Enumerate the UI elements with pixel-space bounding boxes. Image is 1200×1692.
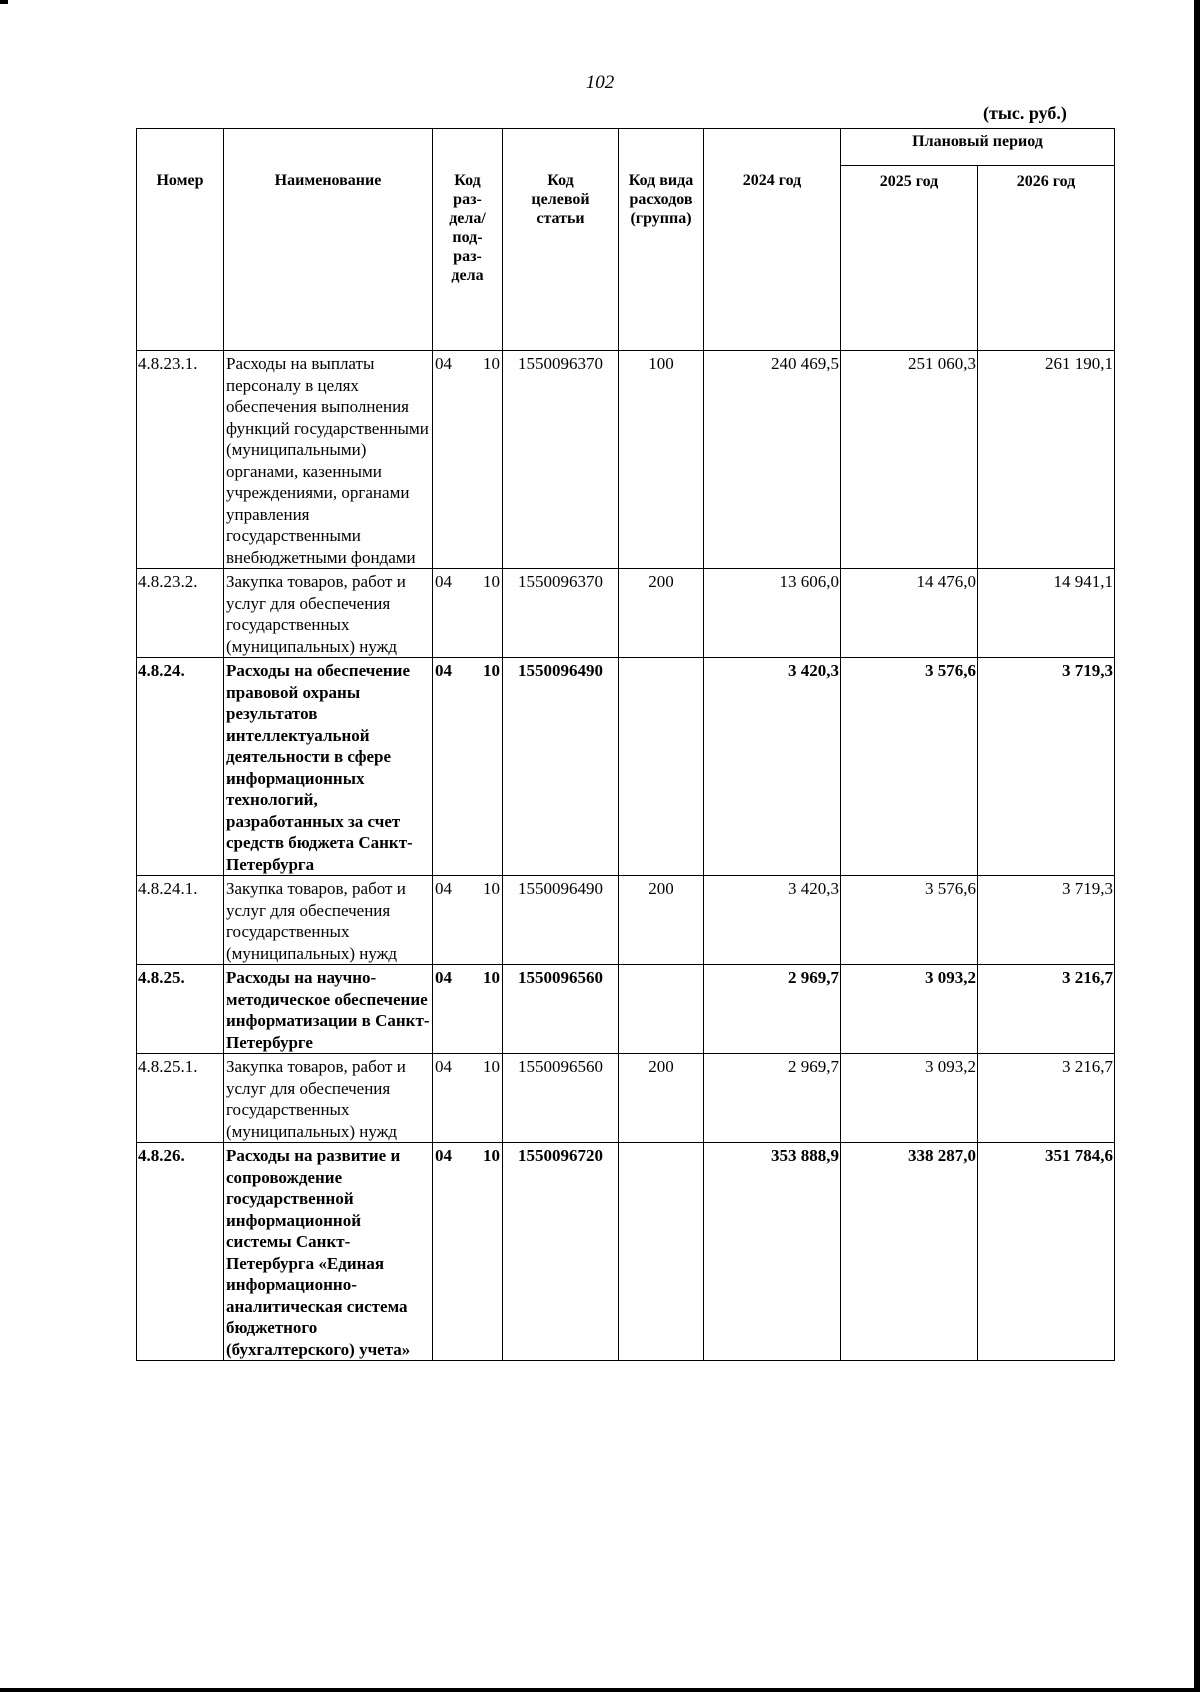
row-number: 4.8.24.1.: [137, 876, 224, 965]
row-amount-2025: 3 093,2: [841, 1054, 978, 1143]
header-name: Наименование: [224, 129, 433, 351]
row-section: 04: [435, 661, 452, 680]
row-amount-2025: 3 576,6: [841, 658, 978, 876]
table-row: [137, 1054, 1115, 1143]
header-year-2025: 2025 год: [841, 166, 978, 351]
row-section: 04: [435, 968, 452, 987]
row-amount-2026: 351 784,6: [978, 1143, 1115, 1361]
scan-corner-mark: [0, 0, 8, 4]
row-name: Закупка товаров, работ и услуг для обеспечения государственных (муниципальных) нужд: [224, 569, 433, 658]
row-section-code: [433, 351, 503, 569]
row-number: 4.8.23.1.: [137, 351, 224, 569]
row-target-code: 1550096370: [503, 351, 619, 569]
row-target-code: 1550096370: [503, 569, 619, 658]
row-subsection: 10: [483, 1057, 500, 1076]
row-amount-2024: 13 606,0: [704, 569, 841, 658]
row-amount-2024: 3 420,3: [704, 658, 841, 876]
row-name: Расходы на научно-методическое обеспечение информатизации в Санкт-Петербурге: [224, 965, 433, 1054]
row-section: 04: [435, 1057, 452, 1076]
row-expense-group: 200: [619, 1054, 704, 1143]
row-expense-group: 100: [619, 351, 704, 569]
row-amount-2026: 261 190,1: [978, 351, 1115, 569]
units-note: (тыс. руб.): [983, 103, 1067, 123]
row-expense-group: [619, 658, 704, 876]
row-section-code: [433, 1143, 503, 1361]
table-row: [137, 876, 1115, 965]
scan-edge-right: [1194, 0, 1200, 1692]
header-number: Номер: [137, 129, 224, 351]
row-expense-group: 200: [619, 876, 704, 965]
row-subsection: 10: [483, 661, 500, 680]
row-subsection: 10: [483, 354, 500, 373]
row-amount-2026: 3 719,3: [978, 876, 1115, 965]
table-row: [137, 569, 1115, 658]
table-row: [137, 1143, 1115, 1361]
table-row: [137, 658, 1115, 876]
row-name: Закупка товаров, работ и услуг для обеспечения государственных (муниципальных) нужд: [224, 876, 433, 965]
row-amount-2025: 14 476,0: [841, 569, 978, 658]
row-expense-group: [619, 1143, 704, 1361]
row-name: Закупка товаров, работ и услуг для обеспечения государственных (муниципальных) нужд: [224, 1054, 433, 1143]
header-section-code-text: Код раз-дела/ под-раз-дела: [449, 172, 486, 284]
row-subsection: 10: [483, 968, 500, 987]
row-amount-2024: 2 969,7: [704, 965, 841, 1054]
scan-edge-bottom: [0, 1688, 1200, 1692]
row-section-code: [433, 569, 503, 658]
row-number: 4.8.23.2.: [137, 569, 224, 658]
row-amount-2026: 3 216,7: [978, 965, 1115, 1054]
row-target-code: 1550096720: [503, 1143, 619, 1361]
row-target-code: 1550096490: [503, 876, 619, 965]
table-row: [137, 965, 1115, 1054]
row-amount-2024: 240 469,5: [704, 351, 841, 569]
page-number: 102: [585, 72, 615, 93]
row-amount-2024: 3 420,3: [704, 876, 841, 965]
row-number: 4.8.25.1.: [137, 1054, 224, 1143]
row-name: Расходы на выплаты персоналу в целях обеспечения выполнения функций государственными (муниципальными) органами, казенными учреждениями, органами управления государственными внебюджетными фондами: [224, 351, 433, 569]
row-target-code: 1550096490: [503, 658, 619, 876]
row-amount-2025: 3 576,6: [841, 876, 978, 965]
row-section-code: [433, 658, 503, 876]
row-section-code: [433, 1054, 503, 1143]
row-section: 04: [435, 879, 452, 898]
row-amount-2026: 14 941,1: [978, 569, 1115, 658]
budget-table: [136, 128, 1115, 1361]
row-amount-2024: 353 888,9: [704, 1143, 841, 1361]
row-subsection: 10: [483, 572, 500, 591]
row-expense-group: 200: [619, 569, 704, 658]
table-body: [137, 351, 1115, 1361]
row-subsection: 10: [483, 879, 500, 898]
header-planned-period: Плановый период: [841, 129, 1115, 166]
row-target-code: 1550096560: [503, 965, 619, 1054]
header-year-2024: 2024 год: [704, 129, 841, 351]
header-section-code: [433, 129, 503, 351]
row-subsection: 10: [483, 1146, 500, 1165]
header-year-2026: 2026 год: [978, 166, 1115, 351]
row-number: 4.8.24.: [137, 658, 224, 876]
row-target-code: 1550096560: [503, 1054, 619, 1143]
header-expense-group: Код вида расходов (группа): [619, 129, 704, 351]
row-amount-2025: 338 287,0: [841, 1143, 978, 1361]
row-amount-2025: 251 060,3: [841, 351, 978, 569]
row-amount-2026: 3 216,7: [978, 1054, 1115, 1143]
row-number: 4.8.25.: [137, 965, 224, 1054]
row-amount-2024: 2 969,7: [704, 1054, 841, 1143]
row-name: Расходы на развитие и сопровождение государственной информационной системы Санкт-Петербурга «Единая информационно-аналитическая система бюджетного (бухгалтерского) учета»: [224, 1143, 433, 1361]
row-section: 04: [435, 1146, 452, 1165]
row-section-code: [433, 965, 503, 1054]
row-amount-2025: 3 093,2: [841, 965, 978, 1054]
header-target-code: [503, 129, 619, 351]
row-section-code: [433, 876, 503, 965]
table-row: [137, 351, 1115, 569]
row-expense-group: [619, 965, 704, 1054]
row-number: 4.8.26.: [137, 1143, 224, 1361]
header-row: [137, 129, 1115, 166]
row-section: 04: [435, 354, 452, 373]
row-amount-2026: 3 719,3: [978, 658, 1115, 876]
row-section: 04: [435, 572, 452, 591]
header-target-code-text: Код целевой статьи: [531, 172, 590, 227]
row-name: Расходы на обеспечение правовой охраны результатов интеллектуальной деятельности в сфере информационных технологий, разработанных за счет средств бюджета Санкт-Петербурга: [224, 658, 433, 876]
